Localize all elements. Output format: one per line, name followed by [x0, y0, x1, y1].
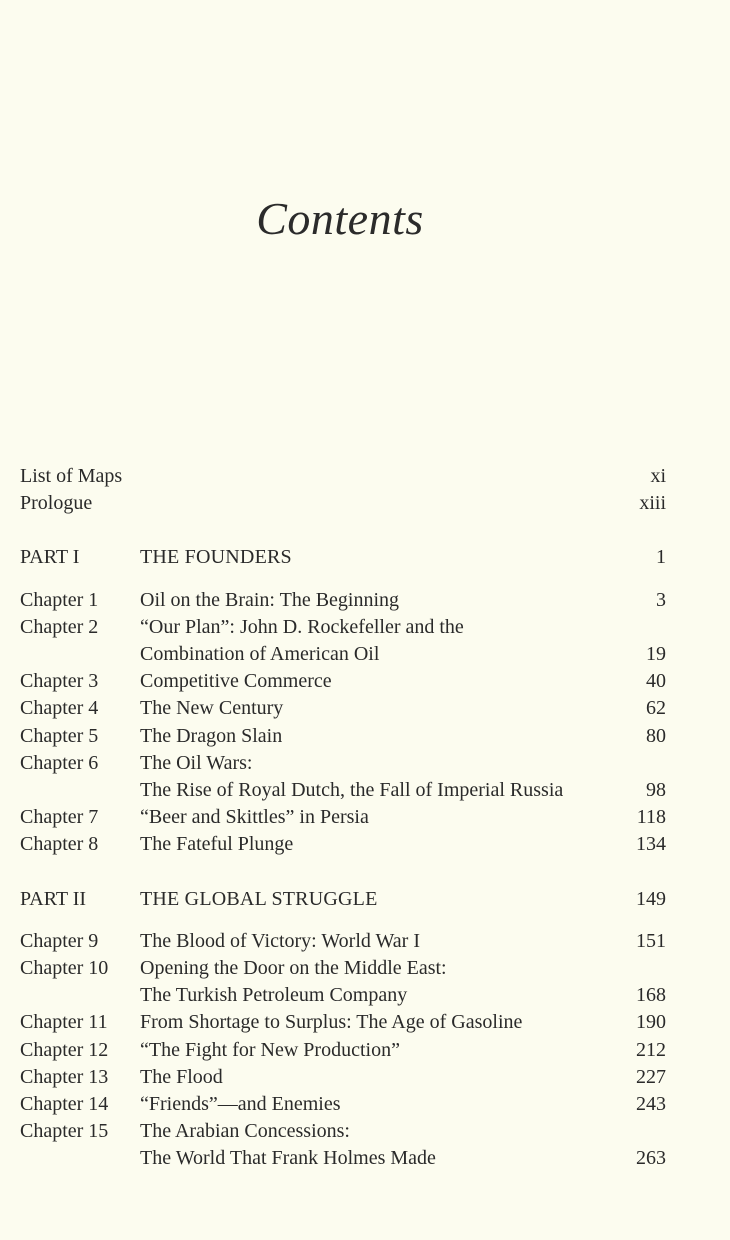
- chapter-entry-continuation: [20, 777, 666, 804]
- page-title: Contents: [256, 193, 424, 244]
- chapter-entry: [20, 955, 666, 982]
- chapter-label: Chapter 5: [20, 724, 99, 747]
- page-number: 62: [646, 697, 666, 720]
- page-number: 19: [646, 643, 666, 665]
- chapter-title: The Dragon Slain: [140, 724, 283, 747]
- chapter-title: From Shortage to Surplus: The Age of Gasoline: [140, 1011, 523, 1034]
- page-number: 168: [636, 984, 666, 1007]
- chapter-entry-continuation: [20, 982, 666, 1009]
- chapter-label: Chapter 14: [20, 1093, 109, 1115]
- entry-title: List of Maps: [20, 465, 123, 487]
- chapter-title: The Flood: [140, 1065, 223, 1088]
- chapter-title: Oil on the Brain: The Beginning: [140, 588, 400, 611]
- chapter-label: Chapter 1: [20, 588, 99, 611]
- chapter-entry: [20, 831, 666, 858]
- chapter-entry: [20, 1118, 666, 1145]
- page-number: xi: [650, 465, 666, 487]
- chapter-entry: [20, 1064, 666, 1091]
- chapter-label: Chapter 10: [20, 957, 109, 979]
- chapter-label: Chapter 9: [20, 929, 99, 952]
- chapter-title: The Rise of Royal Dutch, the Fall of Imperial Russia: [140, 779, 564, 801]
- chapter-entry: [20, 1009, 666, 1036]
- page-number: 151: [636, 929, 666, 952]
- chapter-label: Chapter 13: [20, 1065, 109, 1088]
- front-matter-entry: [20, 490, 666, 517]
- chapter-title: “Beer and Skittles” in Persia: [140, 806, 369, 829]
- chapter-entry: [20, 750, 666, 777]
- page-number: 190: [636, 1011, 666, 1034]
- page-number: 149: [636, 887, 666, 910]
- chapter-entry: [20, 1091, 666, 1118]
- chapter-entry: [20, 928, 666, 955]
- chapter-title: The Arabian Concessions:: [140, 1120, 350, 1143]
- chapter-title: “Our Plan”: John D. Rockefeller and the: [140, 615, 464, 638]
- page-number: 1: [656, 546, 666, 569]
- chapter-title: The Fateful Plunge: [140, 833, 294, 856]
- chapter-title: Competitive Commerce: [140, 670, 332, 693]
- chapter-title: Combination of American Oil: [140, 643, 380, 665]
- chapter-title: The World That Frank Holmes Made: [140, 1147, 436, 1170]
- part-label: PART II: [20, 887, 87, 910]
- chapter-entry: [20, 1037, 666, 1064]
- page-number: 40: [646, 670, 666, 693]
- chapter-entry-continuation: [20, 641, 666, 668]
- part-title: THE FOUNDERS: [140, 546, 292, 569]
- part-heading: [20, 544, 666, 571]
- page-number: 263: [636, 1147, 666, 1170]
- part-heading: [20, 886, 666, 913]
- chapter-title: The Blood of Victory: World War I: [140, 929, 420, 952]
- chapter-label: Chapter 8: [20, 833, 99, 856]
- page-number: 212: [636, 1038, 666, 1061]
- chapter-label: Chapter 7: [20, 806, 99, 829]
- chapter-title: The Turkish Petroleum Company: [140, 984, 408, 1007]
- page-number: 227: [636, 1065, 666, 1088]
- page-number: xiii: [639, 492, 666, 515]
- chapter-title: Opening the Door on the Middle East:: [140, 957, 447, 979]
- page-number: 243: [636, 1093, 666, 1115]
- page-number: 3: [656, 588, 666, 611]
- chapter-label: Chapter 12: [20, 1038, 109, 1061]
- chapter-entry: [20, 587, 666, 614]
- chapter-entry: [20, 668, 666, 695]
- page-number: 118: [636, 806, 666, 829]
- part-title: THE GLOBAL STRUGGLE: [140, 887, 378, 910]
- part-label: PART I: [20, 546, 80, 569]
- chapter-label: Chapter 15: [20, 1120, 109, 1143]
- chapter-label: Chapter 4: [20, 697, 99, 720]
- chapter-label: Chapter 3: [20, 670, 99, 693]
- chapter-entry-continuation: [20, 1145, 666, 1172]
- entry-title: Prologue: [20, 492, 93, 515]
- page-number: 98: [646, 779, 666, 801]
- chapter-entry: [20, 614, 666, 641]
- page-number: 134: [636, 833, 666, 856]
- chapter-label: Chapter 2: [20, 615, 99, 638]
- chapter-entry: [20, 804, 666, 831]
- chapter-title: The New Century: [140, 697, 284, 720]
- chapter-entry: [20, 723, 666, 750]
- page-number: 80: [646, 724, 666, 747]
- chapter-title: The Oil Wars:: [140, 751, 253, 774]
- chapter-label: Chapter 6: [20, 751, 99, 774]
- chapter-title: “Friends”—and Enemies: [140, 1093, 341, 1115]
- chapter-label: Chapter 11: [20, 1011, 108, 1034]
- chapter-title: “The Fight for New Production”: [140, 1038, 400, 1061]
- front-matter-entry: [20, 463, 666, 490]
- chapter-entry: [20, 695, 666, 722]
